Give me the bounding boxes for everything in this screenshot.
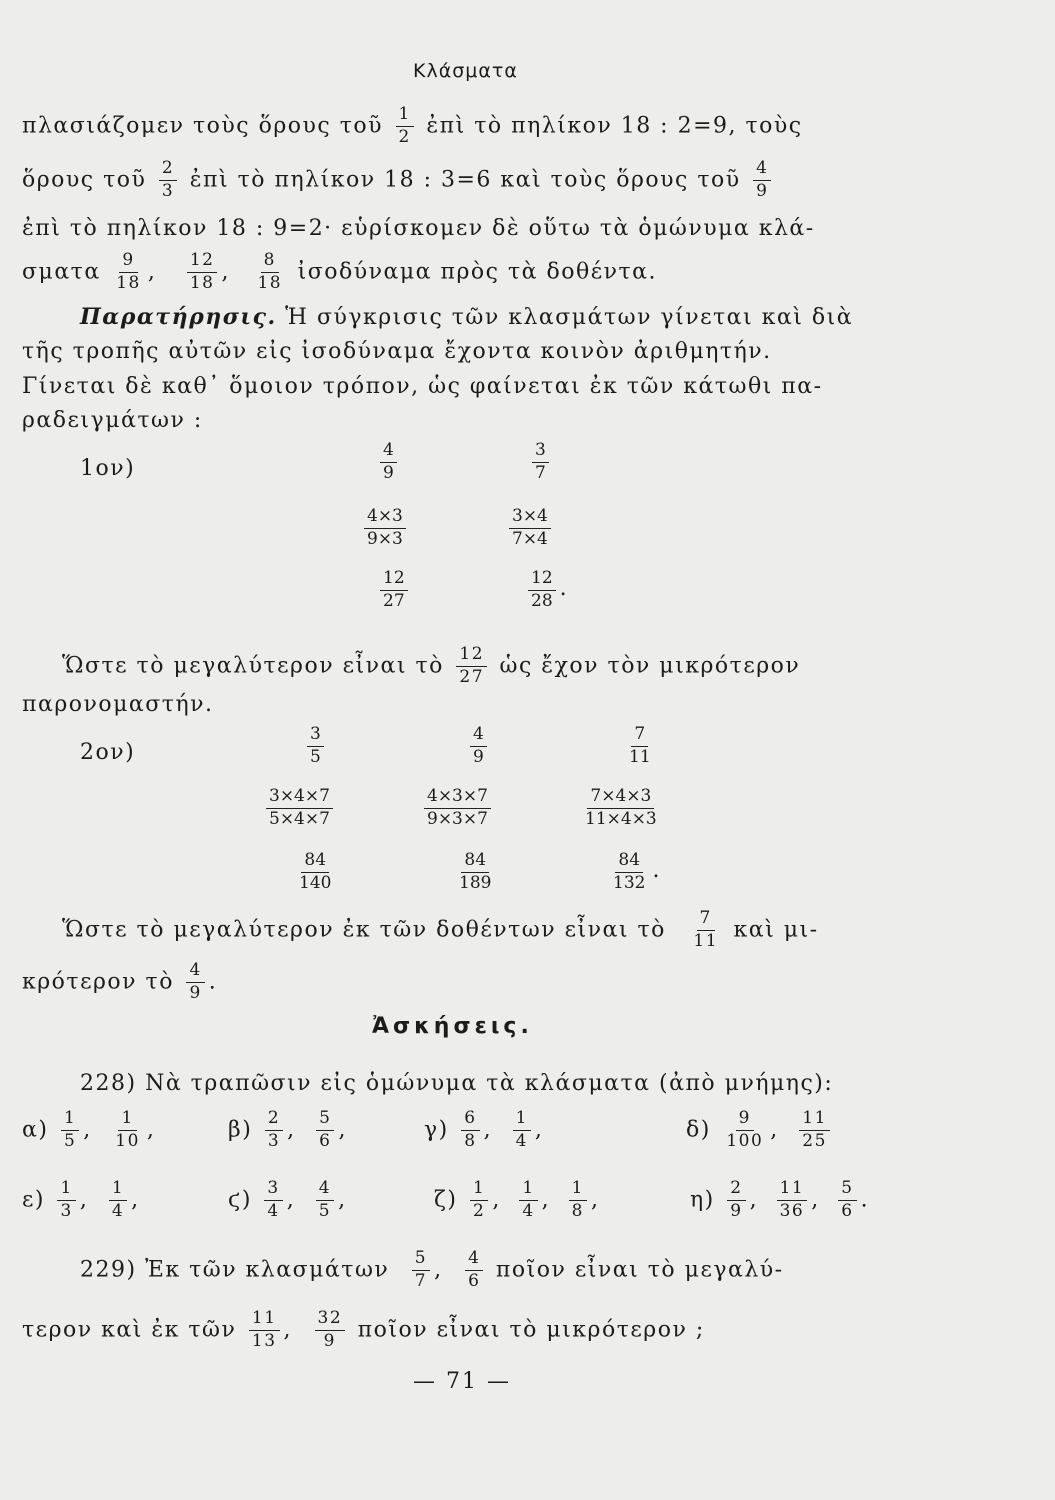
numerator: 4 (465, 1250, 483, 1271)
item-label: ϛ) (228, 1187, 252, 1213)
numerator: 7 (631, 726, 648, 747)
denominator: 132 (613, 872, 646, 893)
fraction (799, 1110, 830, 1151)
fraction (113, 252, 144, 293)
para1-line4 (22, 252, 657, 293)
denominator: 2 (398, 126, 411, 147)
denominator: 9×3×7 (427, 808, 488, 829)
fraction (364, 508, 406, 549)
numerator: 11 (799, 1110, 830, 1131)
numerator: 1 (396, 106, 414, 127)
fraction (777, 1180, 808, 1221)
fraction (61, 1110, 79, 1151)
numerator: 8 (261, 252, 279, 273)
text: ὡς ἔχον τὸν μικρότερον (499, 653, 801, 679)
exercises-heading: Ἀσκήσεις. (372, 1014, 533, 1039)
ex2-r1-c2 (466, 726, 491, 767)
denominator: 9 (383, 462, 394, 483)
denominator: 27 (383, 590, 405, 611)
fraction (727, 1180, 745, 1221)
denominator: 2 (473, 1200, 486, 1221)
fraction (254, 252, 285, 293)
exercise-228-h: η) $\frac{2}{9}$ , $\frac{11}{36}$ , $\frac{5}{6}$ . (690, 1178, 870, 1221)
numerator: 5 (412, 1250, 430, 1271)
remark-line4: ραδειγμάτων : (22, 408, 203, 433)
fraction (723, 1110, 766, 1151)
denominator: 13 (251, 1330, 277, 1351)
fraction (159, 160, 177, 201)
fraction (513, 1110, 531, 1151)
numerator: 2 (727, 1180, 745, 1201)
ex2-r3-c3 (606, 852, 661, 893)
denominator: 3 (60, 1200, 73, 1221)
text: ἰσοδύναμα πρὸς τὰ δοθέντα. (297, 259, 658, 285)
denominator: 5 (310, 746, 321, 767)
text: τερον καὶ ἐκ τῶν (22, 1317, 237, 1343)
ex2-r3-c1 (292, 852, 338, 893)
ex2-r2-c1 (262, 788, 337, 829)
denominator: 8 (571, 1200, 584, 1221)
numerator: 4 (316, 1180, 334, 1201)
fraction (112, 1110, 143, 1151)
para1-line3: ἐπὶ τὸ πηλίκον 18 : 9=2· εὑρίσκομεν δὲ οὕτω τὰ ὁμώνυμα κλά- (22, 216, 815, 241)
text: 229) Ἐκ τῶν κλασμάτων (80, 1257, 390, 1283)
denominator: 36 (779, 1200, 805, 1221)
denominator: 9 (730, 1200, 743, 1221)
numerator: 4×3 (364, 508, 406, 529)
text: Ὥστε τὸ μεγαλύτερον εἶναι τὸ (62, 653, 444, 679)
fraction (315, 1310, 346, 1351)
numerator: 3 (307, 726, 324, 747)
numerator: 5 (316, 1110, 334, 1131)
numerator: 9 (736, 1110, 754, 1131)
ex1-r3-c1 (376, 570, 412, 611)
fraction (266, 788, 333, 829)
denominator: 9 (756, 180, 769, 201)
numerator: 9 (119, 252, 137, 273)
denominator: 140 (299, 872, 332, 893)
denominator: 4 (515, 1130, 528, 1151)
numerator: 84 (615, 852, 643, 873)
fraction (470, 1180, 488, 1221)
example1-conclusion-line1 (62, 646, 800, 687)
separator: , (147, 259, 157, 285)
ex2-r2-c3 (578, 788, 664, 829)
fraction (307, 726, 324, 767)
fraction (470, 726, 487, 767)
text: ἐπὶ τὸ πηλίκον 18 : 3=6 καὶ τοὺς ὅρους τοῦ (189, 167, 741, 193)
para1-line1 (22, 106, 803, 147)
fraction (380, 570, 408, 611)
period: . (559, 575, 569, 601)
numerator: 12 (528, 570, 556, 591)
exercise-228-f: ϛ) $\frac{3}{4}$ , $\frac{4}{5}$ , (228, 1178, 347, 1221)
ex2-r1-c1 (303, 726, 328, 767)
fraction (186, 962, 204, 1003)
numerator: 3×4×7 (266, 788, 333, 809)
denominator: 11×4×3 (585, 808, 657, 829)
denominator: 4 (522, 1200, 535, 1221)
item-label: δ) (686, 1117, 711, 1143)
denominator: 4 (111, 1200, 125, 1221)
numerator: 1 (109, 1180, 127, 1201)
denominator: 189 (459, 872, 492, 893)
denominator: 6 (319, 1130, 332, 1151)
fraction (838, 1180, 856, 1221)
remark-line3: Γίνεται δὲ καθ᾿ ὅμοιον τρόπον, ὡς φαίνεται ἐκ τῶν κάτωθι πα- (22, 374, 823, 399)
numerator: 7×4×3 (587, 788, 654, 809)
fraction (57, 1180, 75, 1221)
denominator: 9 (323, 1330, 336, 1351)
fraction (519, 1180, 537, 1221)
fraction (109, 1180, 127, 1221)
denominator: 6 (468, 1270, 481, 1291)
exercise-228-e: ε) $\frac{1}{3}$ , $\frac{1}{4}$ , (22, 1178, 140, 1221)
exercise-228-d: δ) $\frac{9}{100}$ , $\frac{11}{25}$ (686, 1110, 834, 1151)
denominator: 5 (318, 1200, 332, 1221)
exercise-228-g: ζ) $\frac{1}{2}$ , $\frac{1}{4}$ , $\frac{1}{8}$ , (434, 1178, 600, 1221)
exercise-229-line1 (80, 1250, 784, 1291)
fraction (532, 442, 549, 483)
denominator: 8 (464, 1130, 477, 1151)
item-label: β) (228, 1117, 253, 1143)
running-header: Κλάσματα (413, 60, 518, 82)
exercise-228-c: γ) $\frac{6}{8}$ , $\frac{1}{4}$ , (424, 1108, 544, 1151)
text: πλασιάζομεν τοὺς ὅρους τοῦ (22, 113, 383, 139)
separator: , (283, 1317, 293, 1343)
denominator: 100 (726, 1130, 764, 1151)
fraction (316, 1180, 334, 1221)
fraction (456, 852, 494, 893)
separator: , (221, 259, 230, 285)
denominator: 18 (189, 272, 215, 293)
numerator: 12 (456, 646, 487, 667)
denominator: 3 (161, 180, 175, 201)
numerator: 4 (186, 962, 204, 983)
fraction (528, 570, 556, 611)
example1-conclusion-line2: παρονομαστήν. (22, 692, 214, 717)
numerator: 12 (187, 252, 218, 273)
fraction (569, 1180, 587, 1221)
numerator: 84 (301, 852, 329, 873)
denominator: 4 (267, 1200, 280, 1221)
ex1-r2-c1 (360, 508, 410, 549)
numerator: 1 (470, 1180, 488, 1201)
denominator: 6 (841, 1200, 854, 1221)
period: . (208, 969, 218, 995)
fraction (610, 852, 648, 893)
text: ὅρους τοῦ (22, 167, 147, 193)
numerator: 6 (461, 1110, 479, 1131)
denominator: 5 (63, 1130, 77, 1151)
ex1-r3-c2 (524, 570, 568, 611)
fraction (461, 1110, 479, 1151)
numerator: 3×4 (509, 508, 551, 529)
fraction (249, 1310, 280, 1351)
item-label: ε) (22, 1187, 45, 1213)
denominator: 27 (459, 666, 485, 687)
numerator: 5 (838, 1180, 856, 1201)
numerator: 1 (519, 1180, 537, 1201)
remark-label: Παρατήρησις. (80, 304, 277, 330)
fraction (412, 1250, 430, 1291)
numerator: 1 (57, 1180, 75, 1201)
fraction (456, 646, 487, 687)
item-label: η) (690, 1187, 715, 1213)
denominator: 7 (535, 462, 546, 483)
separator: , (434, 1257, 443, 1283)
denominator: 10 (115, 1130, 140, 1151)
fraction (187, 252, 218, 293)
ex2-r3-c2 (452, 852, 498, 893)
text: ποῖον εἶναι τὸ μικρότερον ; (357, 1317, 705, 1343)
ex1-r1-c1 (376, 442, 401, 483)
text: κρότερον τὸ (22, 969, 174, 995)
numerator: 3 (264, 1180, 282, 1201)
ex1-r1-c2 (528, 442, 553, 483)
text: Ὥστε τὸ μεγαλύτερον ἐκ τῶν δοθέντων εἶναι τὸ (62, 917, 666, 943)
numerator: 1 (61, 1110, 79, 1131)
denominator: 9 (189, 982, 202, 1003)
numerator: 4×3×7 (424, 788, 491, 809)
fraction (690, 910, 721, 951)
numerator: 4 (380, 442, 397, 463)
fraction (465, 1250, 483, 1291)
text: καὶ μι- (733, 917, 819, 943)
ex2-r2-c2 (420, 788, 495, 829)
fraction (316, 1110, 334, 1151)
denominator: 7×4 (512, 528, 548, 549)
numerator: 4 (470, 726, 487, 747)
fraction (626, 726, 654, 767)
example1-label: 1ον) (80, 456, 136, 481)
fraction (509, 508, 551, 549)
numerator: 2 (159, 160, 177, 181)
item-label: α) (22, 1117, 49, 1143)
fraction (380, 442, 397, 483)
denominator: 25 (802, 1130, 827, 1151)
period: . (652, 857, 661, 883)
item-label: γ) (424, 1117, 449, 1143)
fraction (296, 852, 334, 893)
denominator: 5×4×7 (269, 808, 330, 829)
denominator: 9 (473, 746, 484, 767)
fraction (265, 1110, 283, 1151)
fraction (264, 1180, 282, 1221)
exercise-228-a: α) $\frac{1}{5}$ , $\frac{1}{10}$ , (22, 1108, 156, 1151)
exercise-228-text: 228) Νὰ τραπῶσιν εἰς ὁμώνυμα τὰ κλάσματα (ἀπὸ μνήμης): (80, 1071, 834, 1096)
denominator: 28 (531, 590, 553, 611)
ex1-r2-c2 (505, 508, 555, 549)
denominator: 11 (693, 930, 719, 951)
numerator: 7 (697, 910, 715, 931)
numerator: 1 (118, 1110, 136, 1131)
denominator: 18 (116, 272, 141, 293)
example2-conclusion-line2 (22, 962, 217, 1003)
example2-label: 2ον) (80, 740, 136, 765)
fraction (396, 106, 414, 147)
exercise-229-line2 (22, 1310, 705, 1351)
text: ποῖον εἶναι τὸ μεγαλύ- (495, 1257, 784, 1283)
numerator: 2 (265, 1110, 283, 1131)
item-label: ζ) (434, 1187, 458, 1213)
denominator: 11 (629, 746, 651, 767)
numerator: 1 (569, 1180, 587, 1201)
numerator: 4 (753, 160, 771, 181)
numerator: 12 (380, 570, 408, 591)
numerator: 11 (249, 1310, 280, 1331)
denominator: 3 (267, 1130, 281, 1151)
fraction (753, 160, 771, 201)
numerator: 84 (461, 852, 489, 873)
text: Ἡ σύγκρισις τῶν κλασμάτων γίνεται καὶ διὰ (285, 305, 854, 330)
page-number: — 71 — (413, 1369, 511, 1394)
numerator: 3 (532, 442, 549, 463)
fraction (424, 788, 491, 829)
text: σματα (22, 259, 101, 285)
denominator: 7 (414, 1270, 428, 1291)
numerator: 11 (777, 1180, 808, 1201)
text: ἐπὶ τὸ πηλίκον 18 : 2=9, τοὺς (426, 113, 803, 139)
example2-conclusion-line1 (62, 910, 819, 951)
exercise-228-b: β) $\frac{2}{3}$ , $\frac{5}{6}$ , (228, 1108, 347, 1151)
ex2-r1-c3 (622, 726, 658, 767)
denominator: 18 (257, 272, 283, 293)
numerator: 1 (513, 1110, 531, 1131)
fraction (582, 788, 660, 829)
denominator: 9×3 (367, 528, 403, 549)
remark-line2: τῆς τροπῆς αὐτῶν εἰς ἰσοδύναμα ἔχοντα κοινὸν ἀριθμητήν. (22, 339, 772, 364)
para1-line2 (22, 160, 775, 201)
remark-line1 (80, 306, 853, 329)
numerator: 32 (315, 1310, 346, 1331)
